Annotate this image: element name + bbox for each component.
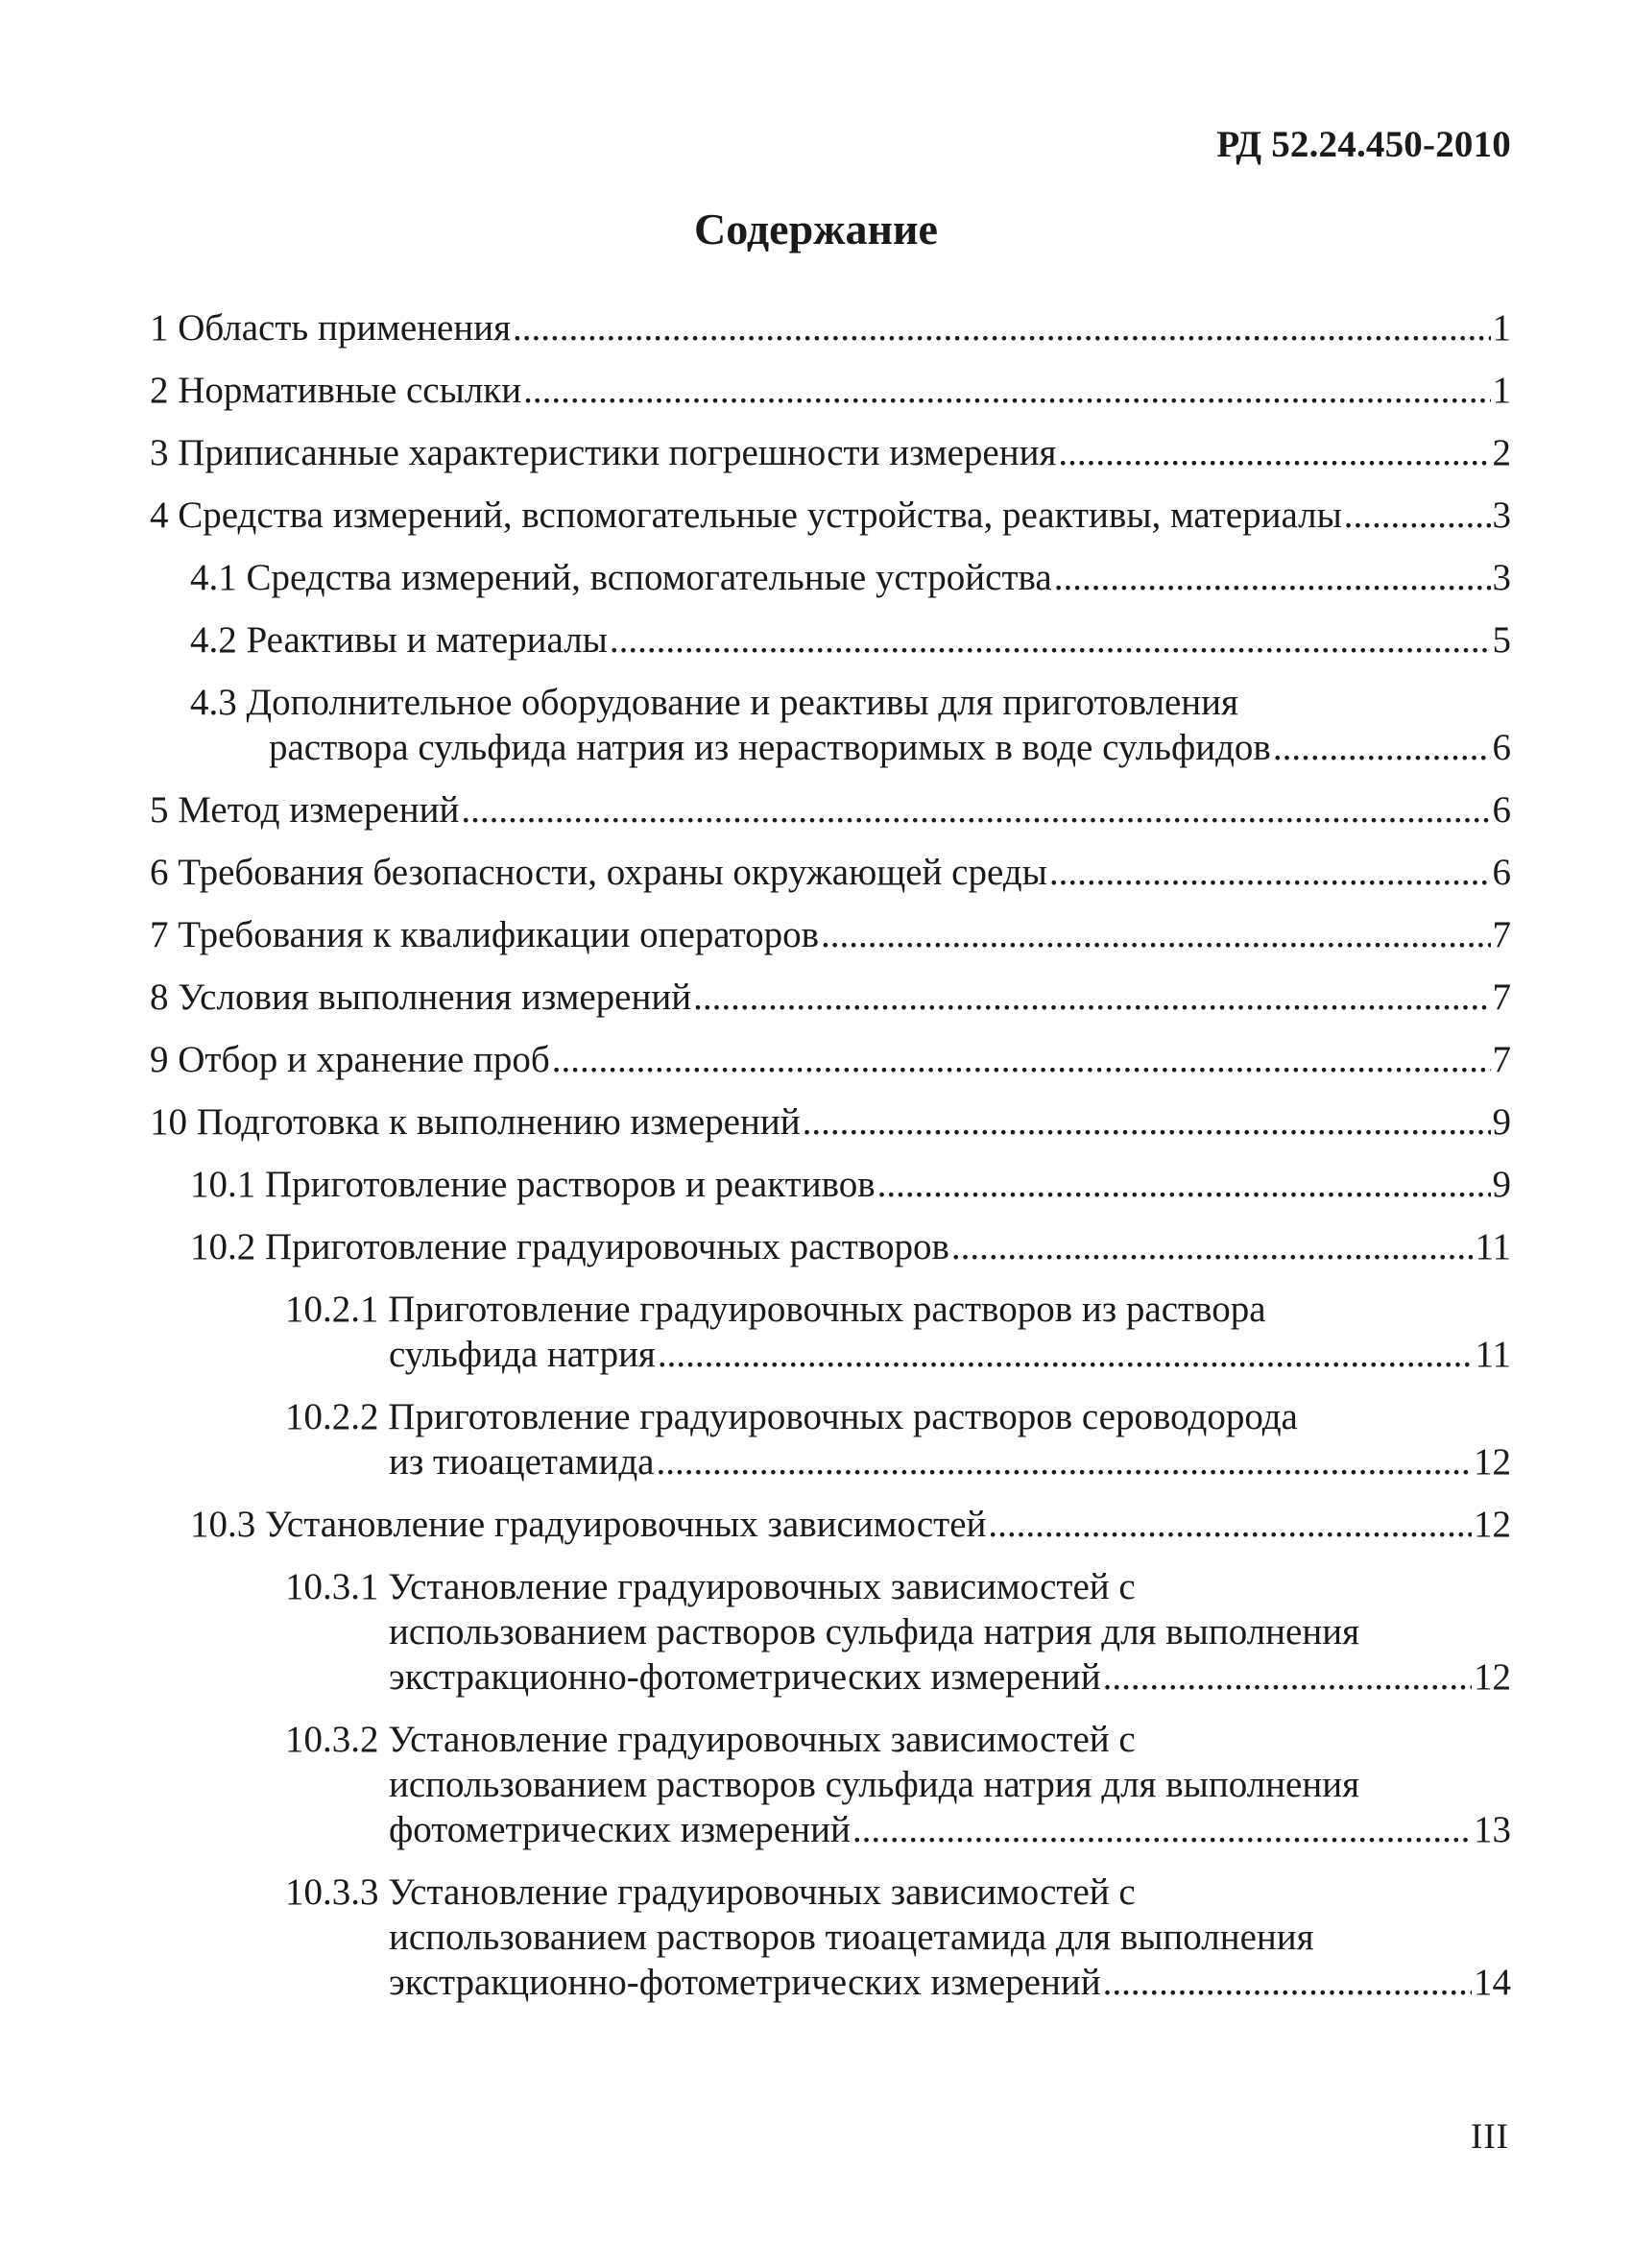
document-code: РД 52.24.450-2010 [1216,124,1511,165]
toc-entry[interactable] [150,430,1511,475]
dot-leader [1344,493,1491,538]
toc-entry[interactable] [150,617,1511,663]
page-number: III [1471,2117,1509,2157]
toc-page-number: 12 [1474,1504,1511,1545]
toc-page-number: 12 [1474,1441,1511,1483]
toc-entry-title: 10.2.2 Приготовление градуировочных растворов сероводорода [285,1396,1298,1437]
toc-entry-title: 10.3.1 Установление градуировочных зависимостей с [285,1566,1136,1607]
toc-entry-title: использованием растворов тиоацетамида для выполнения [389,1917,1314,1958]
dot-leader [610,617,1491,663]
toc-page-number: 12 [1474,1656,1511,1698]
dot-leader [693,975,1490,1020]
toc-entry-title: 8 Условия выполнения измерений [150,977,692,1018]
page-title: Содержание [694,205,938,253]
dot-leader [1054,555,1491,600]
toc-entry-title: 10.3.2 Установление градуировочных зависимостей с [285,1719,1136,1760]
toc-entry-title: 10.3.3 Установление градуировочных зависимостей с [285,1871,1136,1913]
dot-leader [1049,850,1491,895]
dot-leader [461,787,1490,832]
dot-leader [1058,430,1490,475]
toc-entry-title: использованием растворов сульфида натрия для выполнения [389,1611,1360,1653]
dot-leader [658,1332,1474,1377]
toc-page-number: 7 [1492,1039,1511,1080]
toc-entry-title: раствора сульфида натрия из нерастворимых в воде сульфидов [269,727,1271,768]
toc-entry[interactable] [150,1099,1511,1145]
toc-entry-title: 6 Требования безопасности, охраны окружающей среды [150,852,1047,893]
dot-leader [1273,725,1491,770]
toc-entry[interactable] [150,1162,1511,1207]
toc-entry-title: 10.2.1 Приготовление градуировочных растворов из раствора [285,1289,1266,1330]
toc-entry-title: экстракционно-фотометрических измерений [389,1962,1101,2003]
toc-entry[interactable] [150,975,1511,1020]
toc-entry-title: экстракционно-фотометрических измерений [389,1656,1101,1698]
toc-entry[interactable] [150,555,1511,600]
toc-page-number: 9 [1492,1101,1511,1143]
toc-entry[interactable] [150,1287,1511,1377]
toc-page-number: 6 [1492,852,1511,893]
toc-entry[interactable] [150,912,1511,957]
toc-entry-title: 10 Подготовка к выполнению измерений [150,1101,801,1143]
toc-entry[interactable] [150,787,1511,832]
toc-page-number: 14 [1474,1962,1511,2003]
toc-entry[interactable] [150,680,1511,770]
toc-entry-title: 1 Область применения [150,307,512,349]
toc-entry[interactable] [150,1037,1511,1082]
toc-entry-title: 4.3 Дополнительное оборудование и реактивы для приготовления [190,682,1238,723]
toc-page-number: 7 [1492,977,1511,1018]
dot-leader [513,305,1490,350]
toc-entry-title: 9 Отбор и хранение проб [150,1039,550,1080]
dot-leader [523,368,1490,413]
toc-page-number: 2 [1492,432,1511,473]
table-of-contents [150,305,1511,2022]
dot-leader [656,1439,1472,1484]
toc-entry-title: 4.2 Реактивы и материалы [190,619,608,661]
toc-entry-title: фотометрических измерений [389,1809,851,1850]
toc-page-number: 11 [1475,1334,1511,1375]
toc-entry-title: 4.1 Средства измерений, вспомогательные устройства [190,557,1052,598]
toc-entry[interactable] [150,493,1511,538]
dot-leader [821,912,1490,957]
toc-entry[interactable] [150,1717,1511,1852]
toc-entry-title: 10.1 Приготовление растворов и реактивов [190,1164,876,1205]
toc-page-number: 11 [1475,1226,1511,1267]
dot-leader [803,1099,1491,1145]
toc-entry-title: использованием растворов сульфида натрия для выполнения [389,1764,1360,1805]
toc-page-number: 5 [1492,619,1511,661]
toc-entry-title: 5 Метод измерений [150,789,460,831]
toc-page-number: 6 [1492,727,1511,768]
toc-page-number: 3 [1492,495,1511,536]
toc-page-number: 13 [1474,1809,1511,1850]
toc-entry-title: 4 Средства измерений, вспомогательные устройства, реактивы, материалы [150,495,1342,536]
toc-entry[interactable] [150,1224,1511,1269]
toc-page-number: 9 [1492,1164,1511,1205]
toc-entry[interactable] [150,850,1511,895]
dot-leader [1103,1960,1472,2005]
dot-leader [552,1037,1491,1082]
toc-entry[interactable] [150,1394,1511,1484]
dot-leader [877,1162,1491,1207]
toc-page-number: 7 [1492,914,1511,955]
dot-leader [988,1502,1472,1547]
toc-entry-title: 7 Требования к квалификации операторов [150,914,820,955]
toc-page-number: 6 [1492,789,1511,831]
toc-entry-title: 10.2 Приготовление градуировочных растворов [190,1226,949,1267]
dot-leader [852,1807,1472,1852]
toc-entry[interactable] [150,1502,1511,1547]
toc-page-number: 1 [1492,307,1511,349]
toc-entry[interactable] [150,368,1511,413]
toc-entry-title: 3 Приписанные характеристики погрешности измерения [150,432,1057,473]
toc-entry[interactable] [150,1564,1511,1700]
toc-entry-title: из тиоацетамида [389,1441,655,1483]
toc-entry[interactable] [150,305,1511,350]
toc-entry[interactable] [150,1870,1511,2005]
toc-entry-title: сульфида натрия [389,1334,656,1375]
dot-leader [1103,1654,1472,1700]
dot-leader [951,1224,1474,1269]
toc-entry-title: 2 Нормативные ссылки [150,370,522,411]
toc-entry-title: 10.3 Установление градуировочных зависимостей [190,1504,987,1545]
toc-page-number: 1 [1492,370,1511,411]
toc-page-number: 3 [1492,557,1511,598]
